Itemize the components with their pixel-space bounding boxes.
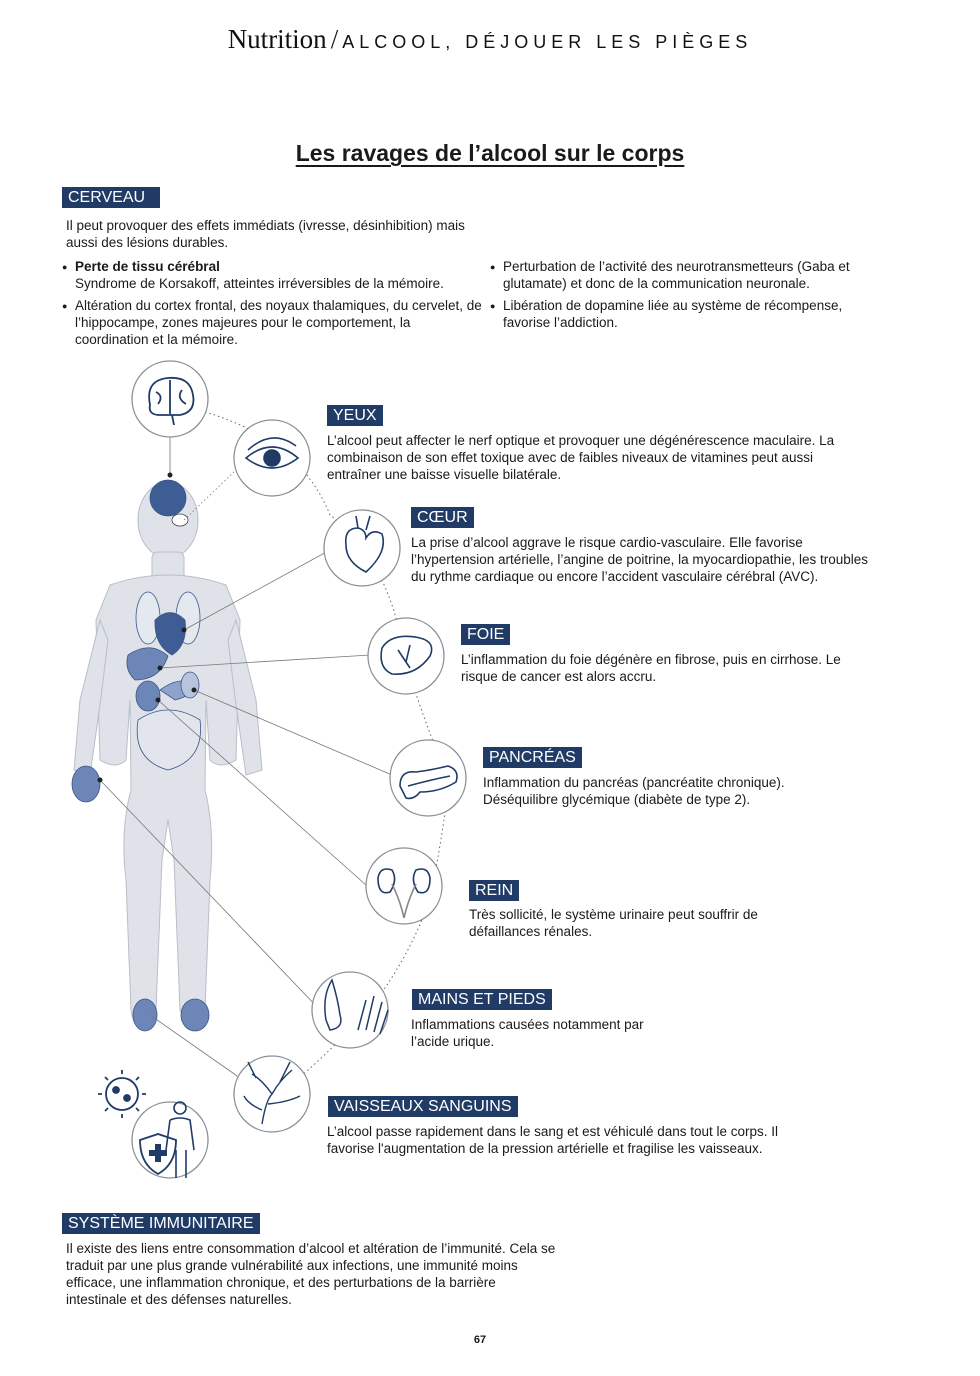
section-label-coeur: CŒUR (411, 507, 474, 528)
section-label-foie: FOIE (461, 624, 510, 645)
bullet-text: Perturbation de l’activité des neurotransmetteurs (Gaba et glutamate) et donc de la communication neuronale. (503, 259, 850, 291)
foie-text: L’inflammation du foie dégénère en fibrose, puis en cirrhose. Le risque de cancer est alors accru. (461, 652, 841, 684)
page-number: 67 (473, 1334, 487, 1346)
cerveau-intro: Il peut provoquer des effets immédiats (ivresse, désinhibition) mais aussi des lésions durables. (66, 218, 465, 250)
header-topic: ALCOOL, DÉJOUER LES PIÈGES (342, 32, 753, 52)
page-title: Les ravages de l’alcool sur le corps (295, 140, 685, 166)
yeux-text: L’alcool peut affecter le nerf optique et provoquer une dégénérescence maculaire. La combinaison de son effet toxique avec de faibles niveaux de vitamines peut aussi entraîner une baisse visuelle bilatérale. (327, 433, 835, 482)
virus-icon (98, 1070, 146, 1118)
immun-text: Il existe des liens entre consommation d’alcool et altération de l’immunité. Cela se traduit par une plus grande vulnérabilité aux infections, une immunité moins efficace, une inflammation chronique, et des perturbations de la barrière intestinale et des défenses naturelles. (66, 1241, 556, 1307)
vaisseaux-text: L’alcool passe rapidement dans le sang et est véhiculé dans tout le corps. Il favorise l'augmentation de la pression artérielle et fragilise les vaisseaux. (327, 1124, 779, 1156)
bullet-text: Libération de dopamine liée au système de récompense, favorise l’addiction. (503, 298, 843, 330)
rubric-title: Nutrition (227, 24, 327, 54)
section-label-pancreas: PANCRÉAS (483, 747, 582, 768)
section-label-mains-et-pieds: MAINS ET PIEDS (412, 989, 552, 1010)
section-label-systeme-immunitaire: SYSTÈME IMMUNITAIRE (62, 1213, 260, 1234)
bullet-text: Altération du cortex frontal, des noyaux thalamiques, du cervelet, de l’hippocampe, zones majeures pour le comportement, la coordination et la mémoire. (75, 298, 482, 347)
section-label-vaisseaux: VAISSEAUX SANGUINS (328, 1096, 518, 1117)
section-label-rein: REIN (469, 880, 519, 901)
bullet-text: Syndrome de Korsakoff, atteintes irréversibles de la mémoire. (75, 276, 444, 291)
mains-text: Inflammations causées notamment par l’acide urique. (411, 1017, 644, 1049)
pancreas-text: Inflammation du pancréas (pancréatite chronique). Déséquilibre glycémique (diabète de type 2). (483, 775, 785, 807)
section-label-yeux: YEUX (327, 405, 383, 426)
coeur-text: La prise d’alcool aggrave le risque cardio-vasculaire. Elle favorise l’hypertension artérielle, l’angine de poitrine, la myocardiopathie, les troubles du rythme cardiaque ou encore l’accident vasculaire cérébral (AVC). (411, 535, 869, 584)
header-separator: / (330, 24, 339, 54)
bullet-bold: Perte de tissu cérébral (75, 259, 220, 274)
rein-text: Très sollicité, le système urinaire peut souffrir de défaillances rénales. (469, 907, 758, 939)
section-label-cerveau: CERVEAU (62, 187, 160, 208)
